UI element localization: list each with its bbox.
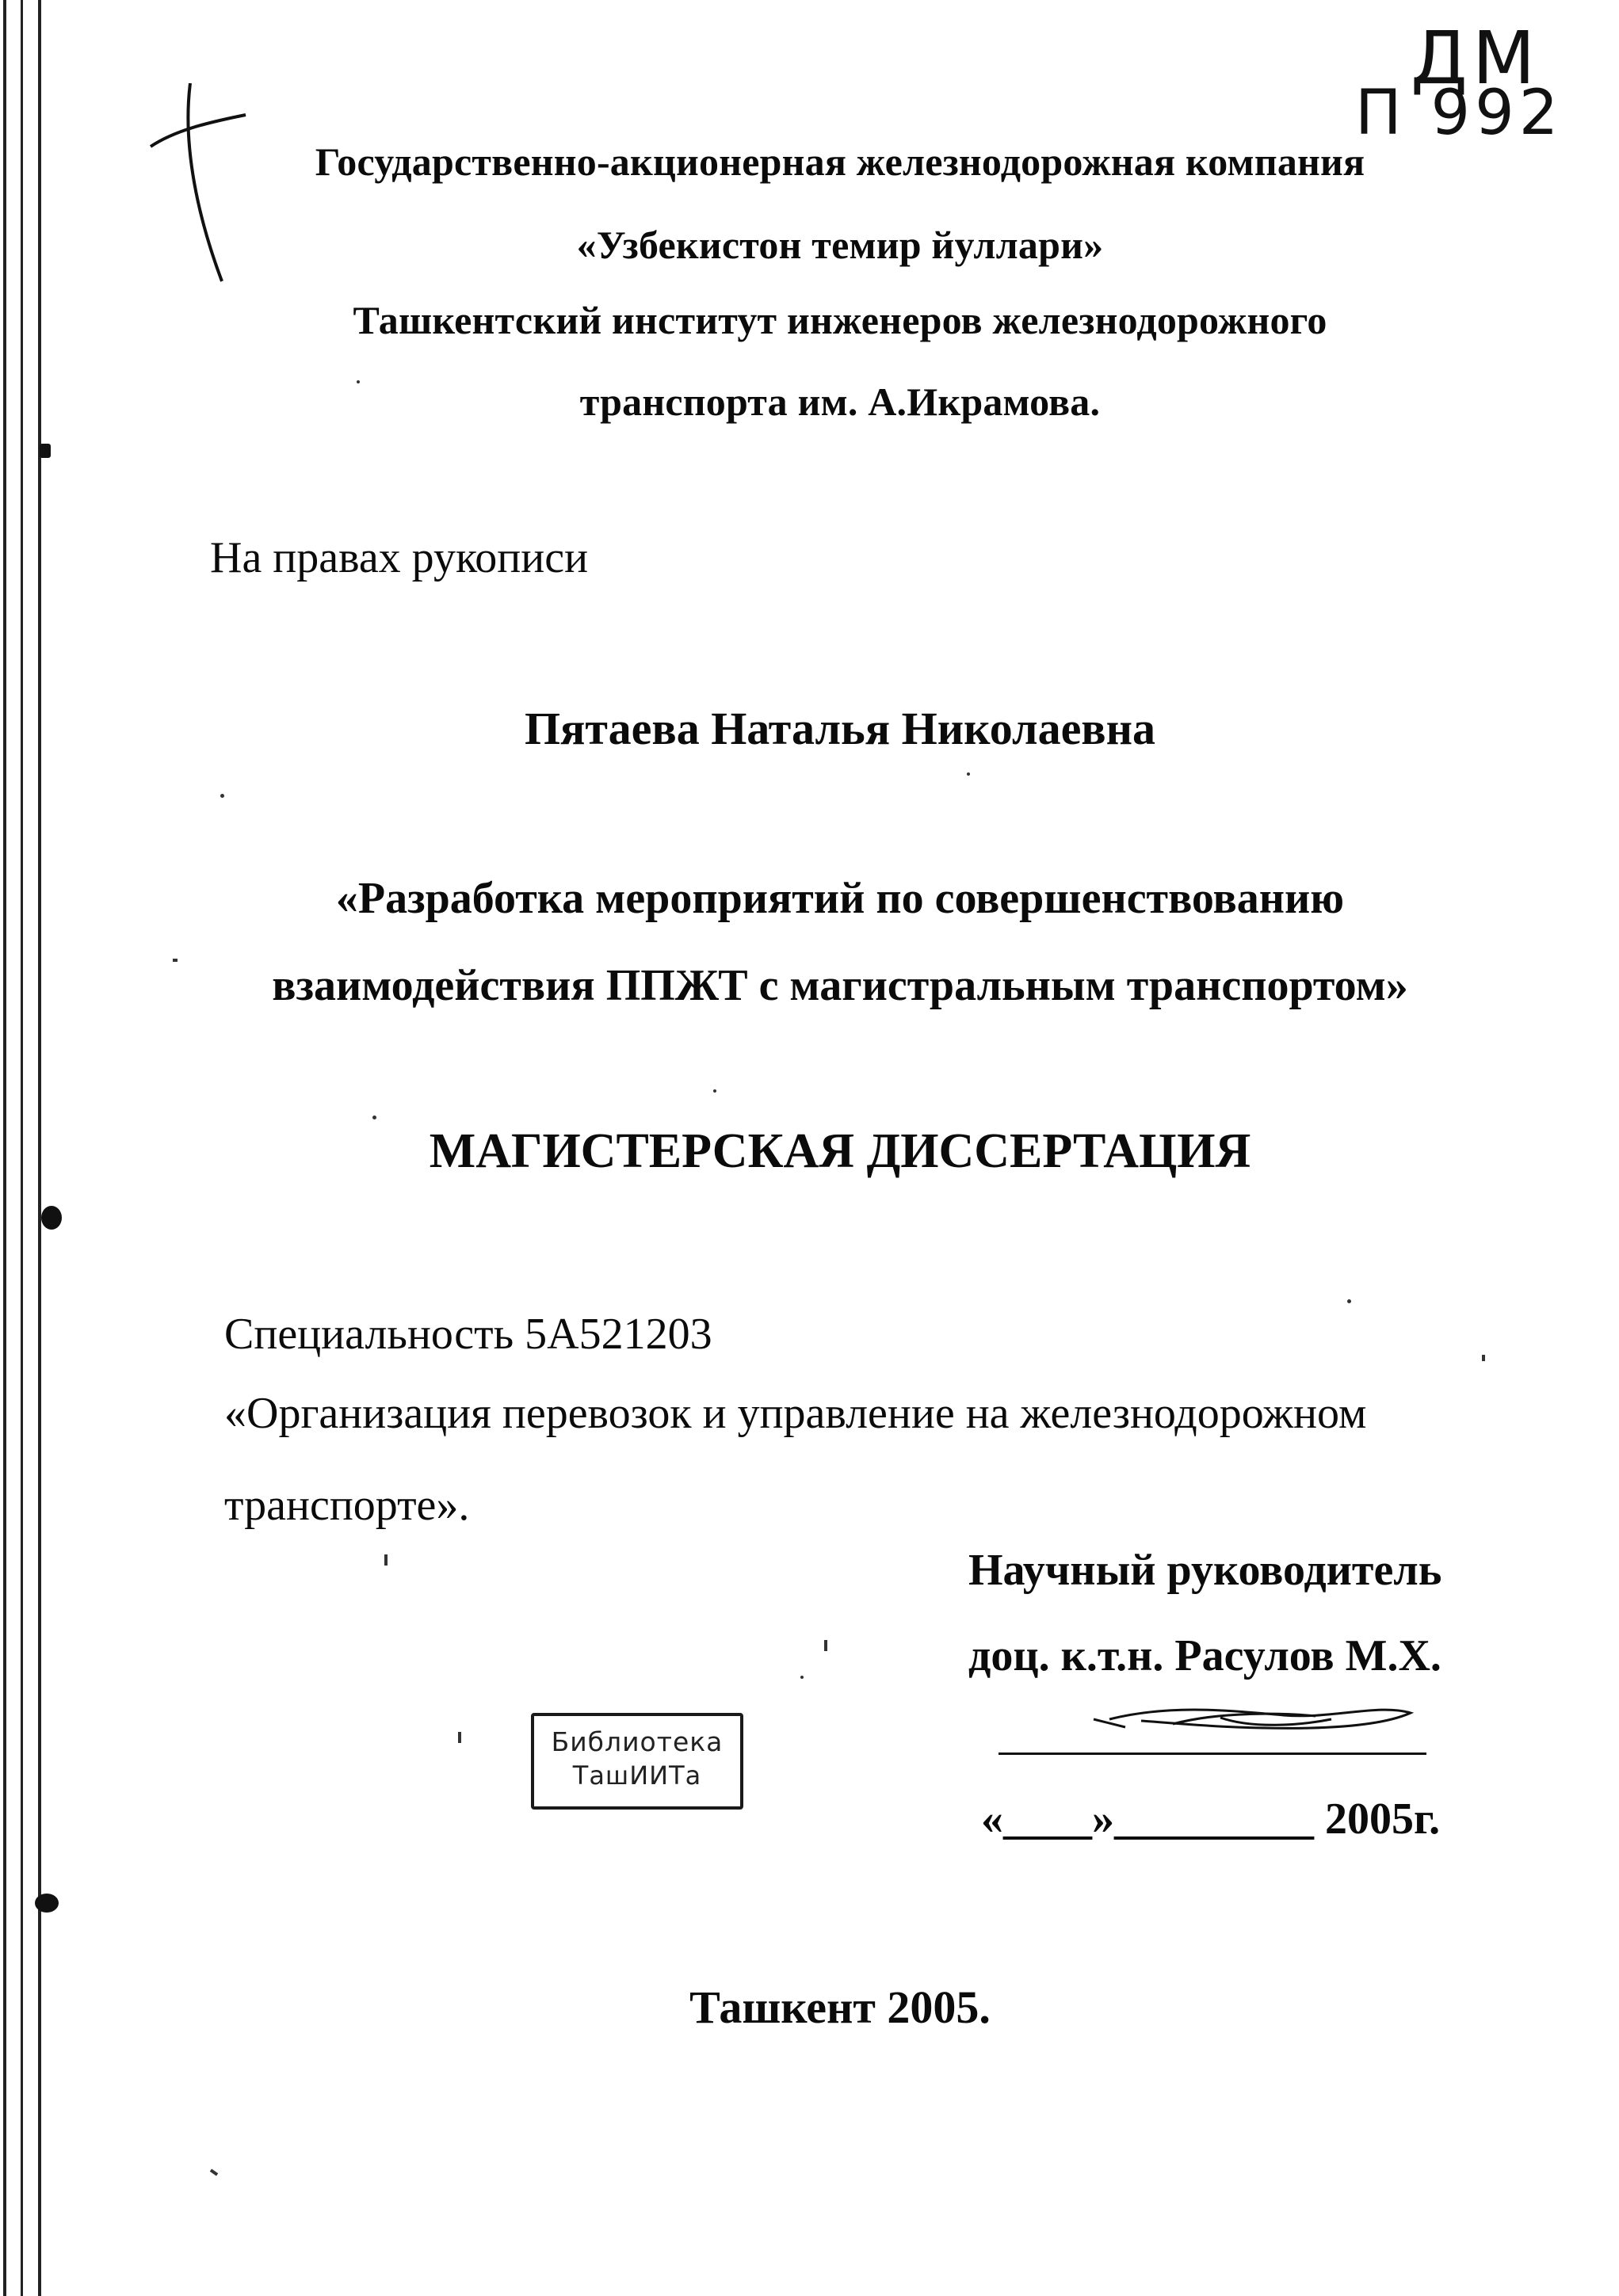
scan-speck [210, 2168, 218, 2176]
manuscript-note: На правах рукописи [210, 533, 589, 582]
stamp-line1: Библиотека [551, 1726, 724, 1757]
scan-speck [1482, 1355, 1485, 1361]
scan-speck [384, 1554, 388, 1566]
footer-city-year: Ташкент 2005. [689, 1981, 991, 2033]
specialty-name-line2: транспорте». [224, 1481, 470, 1530]
binding-mark [40, 444, 51, 458]
thesis-title-line1: «Разработка мероприятий по совершенствованию [335, 874, 1345, 923]
scan-speck [458, 1732, 461, 1743]
handwritten-note-bottom: П 992 [1355, 78, 1564, 149]
supervisor-signature [1078, 1695, 1490, 1759]
author-name: Пятаева Наталья Николаевна [524, 703, 1156, 754]
specialty-code: Специальность 5А521203 [224, 1310, 712, 1359]
binding-edge-line [38, 0, 41, 2296]
signature-line [999, 1753, 1426, 1755]
scan-speck [713, 1089, 716, 1093]
scan-speck [220, 794, 224, 798]
stamp-line2: ТашИИТа [572, 1760, 702, 1791]
specialty-name-line1: «Организация перевозок и управление на железнодорожном [224, 1389, 1367, 1438]
binding-edge-line [3, 0, 6, 2296]
scan-speck [800, 1676, 804, 1679]
scan-speck [372, 1116, 376, 1119]
date-line: «____»_________ 2005г. [981, 1794, 1441, 1844]
header-company-name: «Узбекистон темир йуллари» [576, 223, 1104, 267]
header-institute: Ташкентский институт инженеров железнодорожного [353, 298, 1327, 342]
scan-speck [824, 1640, 827, 1651]
scan-speck [967, 772, 970, 776]
scan-speck [357, 380, 360, 383]
handwritten-note-top: ДМ [1411, 16, 1541, 101]
header-institute-name: транспорта им. А.Икрамова. [579, 379, 1101, 424]
binding-mark [41, 1206, 62, 1230]
thesis-title-line2: взаимодействия ППЖТ с магистральным транспортом» [272, 961, 1408, 1010]
scan-speck [173, 959, 178, 962]
supervisor-label: Научный руководитель [968, 1546, 1442, 1595]
library-stamp [531, 1713, 743, 1810]
scan-speck [1347, 1299, 1351, 1303]
handwritten-cross-mark [143, 83, 254, 289]
supervisor-name: доц. к.т.н. Расулов М.Х. [968, 1631, 1441, 1680]
header-company: Государственно-акционерная железнодорожная компания [315, 139, 1365, 184]
document-type: МАГИСТЕРСКАЯ ДИССЕРТАЦИЯ [429, 1124, 1251, 1178]
binding-mark [35, 1894, 59, 1913]
binding-edge-line [21, 0, 23, 2296]
